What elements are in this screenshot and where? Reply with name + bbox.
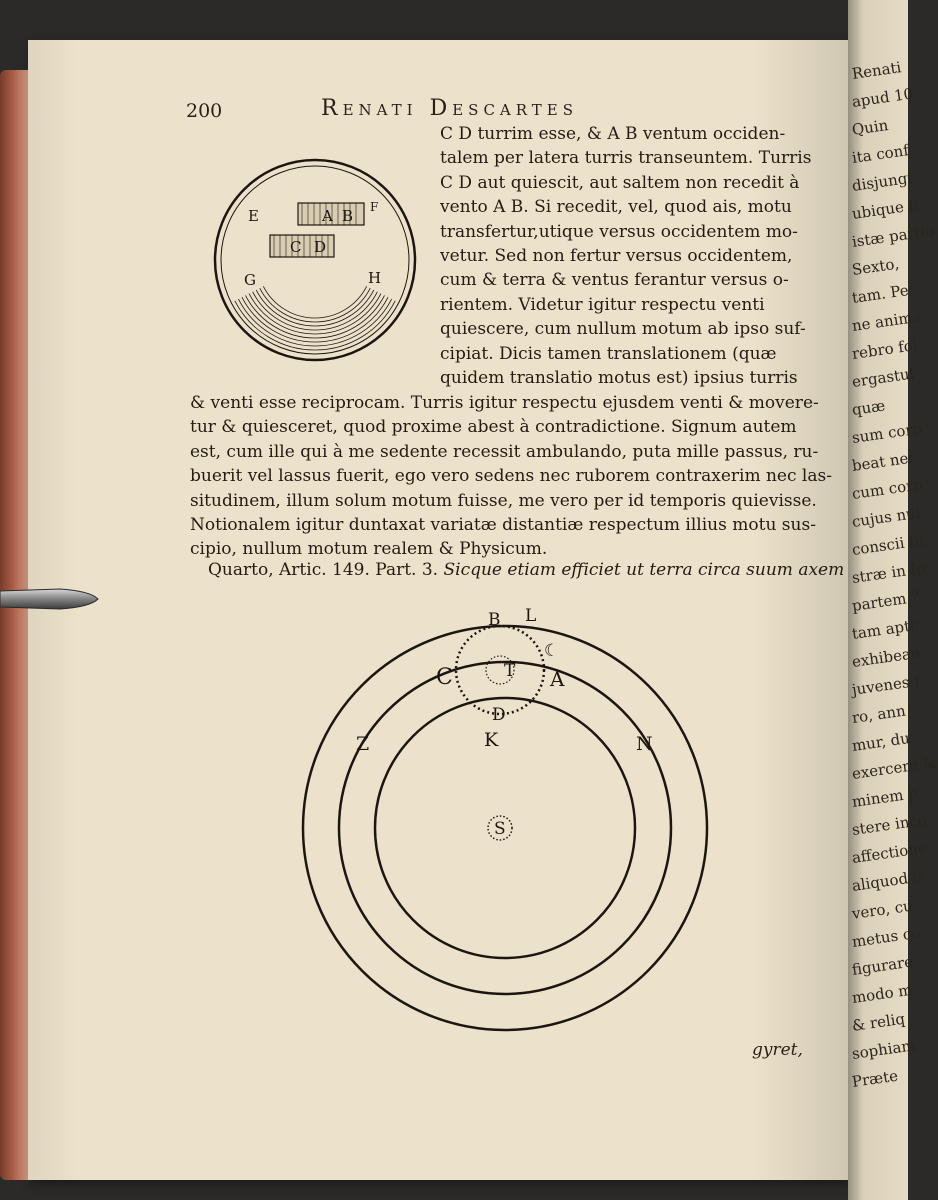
label-k: K xyxy=(484,729,499,751)
facing-page-line: exercere & xyxy=(850,753,938,783)
text-line: cipiat. Dicis tamen translationem (quæ xyxy=(440,343,777,364)
text-line: vento A B. Si recedit, vel, quod ais, motu xyxy=(440,197,792,218)
text-line: transfertur,utique versus occidentem mo- xyxy=(440,221,798,242)
moon-symbol: ☾ xyxy=(544,641,560,661)
facing-page-line: exhibean xyxy=(850,643,922,671)
label-e: E xyxy=(248,207,259,225)
text-line: talem per latera turris transeuntem. Turris xyxy=(440,148,812,169)
label-d: D xyxy=(492,705,506,725)
label-a: A xyxy=(550,667,565,691)
facing-page-line: minem p xyxy=(850,783,919,811)
facing-page-line: Renati xyxy=(850,58,903,83)
label-l: L xyxy=(525,606,537,626)
label-f: F xyxy=(370,200,379,214)
running-head: Renati Descartes xyxy=(321,96,579,121)
facing-page-line: quæ xyxy=(850,396,887,419)
facing-page-line: partem ? xyxy=(850,587,921,615)
text-line: C D aut quiescit, aut saltem non recedit à xyxy=(440,172,800,193)
facing-page-line: sum corp xyxy=(850,419,924,447)
facing-page-line: stræ in fp xyxy=(850,558,927,587)
facing-page-line: istæ partio xyxy=(850,221,936,251)
facing-page-line: tam apte xyxy=(850,615,921,643)
text-line: & venti esse reciprocam. Turris igitur respectu ejusdem venti & movere- xyxy=(190,393,819,413)
citation-line xyxy=(208,560,844,580)
citation-reference: Quarto, Artic. 149. Part. 3. xyxy=(208,560,439,580)
facing-page-line: vero, cu xyxy=(850,896,914,923)
facing-page-line: modo m xyxy=(850,980,914,1007)
facing-page-line: & reliq xyxy=(850,1009,907,1035)
facing-page-line: Sexto, xyxy=(850,254,901,279)
text-line: Notionalem igitur duntaxat variatæ distantiæ respectum illius motu sus- xyxy=(190,515,816,535)
facing-page-line: metus co xyxy=(850,923,922,951)
facing-page-line: ergastul xyxy=(850,364,916,391)
label-c: C xyxy=(436,665,453,690)
label-d: D xyxy=(314,238,327,256)
text-line: cipio, nullum motum realem & Physicum. xyxy=(190,539,548,560)
catchword: gyret, xyxy=(752,1040,803,1060)
label-h: H xyxy=(368,269,382,287)
hatch-arc xyxy=(242,297,388,342)
text-line: vetur. Sed non fertur versus occidentem, xyxy=(440,246,793,266)
facing-page-line: rebro fol xyxy=(850,335,919,363)
metal-bookmark-clip xyxy=(0,585,100,613)
text-line: rientem. Videtur igitur respectu venti xyxy=(440,294,765,315)
label-a: A xyxy=(322,207,333,225)
page-number: 200 xyxy=(186,100,223,122)
facing-page-line: tam. Pe xyxy=(850,281,910,307)
tower-wind-diagram xyxy=(210,155,420,365)
facing-page-text xyxy=(850,58,938,1096)
text-line: tur & quiesceret, quod proxime abest à contradictione. Signum autem xyxy=(190,417,797,438)
facing-page-line: stere inco xyxy=(850,810,928,839)
facing-page-line: ro, ann xyxy=(850,701,907,727)
facing-page-line: affectione xyxy=(850,838,928,867)
text-line: cum & terra & ventus ferantur versus o- xyxy=(440,270,789,291)
facing-page-line: disjungi xyxy=(850,168,914,195)
facing-page-line: conscii fu xyxy=(850,530,926,559)
facing-page-line: aliquod ir xyxy=(850,866,926,895)
text-line: C D turrim esse, & A B ventum occiden- xyxy=(440,124,786,144)
text-line: situdinem, illum solum motum fuisse, me vero per id temporis quievisse. xyxy=(190,490,817,511)
hatch-arc xyxy=(256,290,374,326)
label-b: B xyxy=(488,610,501,630)
facing-page-line: ita conf xyxy=(850,141,910,167)
label-s: S xyxy=(494,819,506,839)
vortex-diagram xyxy=(290,600,720,1040)
facing-page-line: juvenes f xyxy=(850,671,921,699)
text-line: buerit vel lassus fuerit, ego vero sedens nec ruborem contraxerim nec las- xyxy=(190,466,832,487)
facing-page-line: cujus nul xyxy=(850,503,922,531)
facing-page-line: sophiam xyxy=(850,1036,917,1063)
text-line: est, cum ille qui à me sedente recessit ambulando, puta mille passus, ru- xyxy=(190,441,819,462)
label-g: G xyxy=(244,271,256,289)
text-line: quiescere, cum nullum motum ab ipso suf- xyxy=(440,319,806,340)
label-n: N xyxy=(636,733,653,755)
hatch-arc xyxy=(246,295,385,338)
citation-quote: Sicque etiam efficiet ut terra circa suum axem xyxy=(443,560,845,580)
facing-page-line: Præte xyxy=(850,1066,900,1091)
facing-page-line: beat nec xyxy=(850,448,918,475)
label-c: C xyxy=(290,238,302,256)
facing-page-line: mur, du xyxy=(850,728,911,755)
label-b: B xyxy=(342,207,354,225)
facing-page-line: Quin xyxy=(850,116,890,139)
hatch-arc xyxy=(260,288,370,322)
facing-page-line: ne anima xyxy=(850,307,923,335)
hatch-arc xyxy=(263,286,366,318)
label-z: Z xyxy=(356,733,370,755)
facing-page-line: cum corp xyxy=(850,475,924,503)
facing-page-line: figurare xyxy=(850,952,915,979)
text-line: quidem translatio motus est) ipsius turris xyxy=(440,368,798,388)
label-t: T xyxy=(504,661,516,681)
facing-page-line: apud 10 xyxy=(850,84,915,111)
facing-page-line: ubique fi xyxy=(850,195,920,223)
